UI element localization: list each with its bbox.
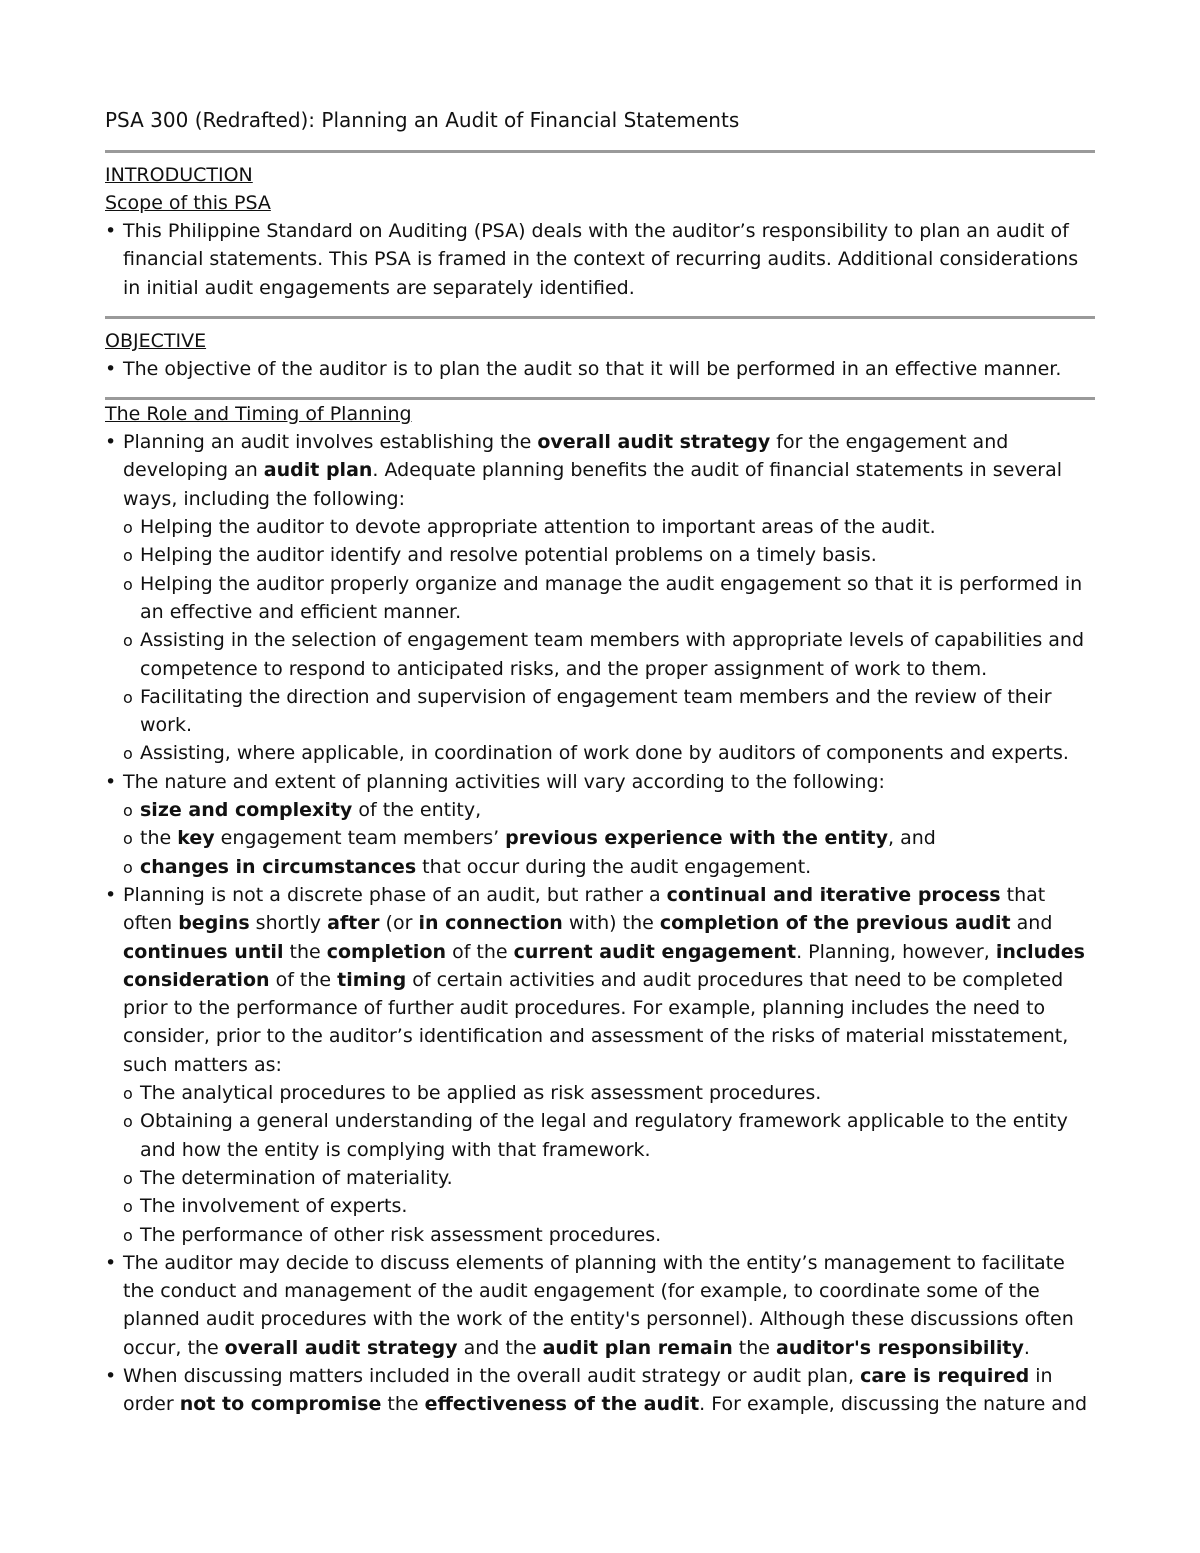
text-run: . Adequate planning benefits the audit of financial statements in several ways, including the following: (123, 459, 1063, 510)
objective-list (105, 355, 1095, 383)
text-run: the (381, 1393, 425, 1416)
list-item (105, 428, 1095, 513)
objective-section (105, 327, 1095, 383)
text-run: of certain activities and audit procedures that need to be completed prior to the performance of further audit procedures. For example, planning includes the need to consider, prior to the auditor’s identification and assessment of the risks of material misstatement, such matters as: (123, 968, 1069, 1076)
text-run: that often (123, 883, 1046, 935)
bold-text: size and complexity (140, 799, 353, 822)
text-run: in order (123, 1364, 1053, 1416)
bold-text: key (177, 827, 215, 850)
bold-text: overall audit strategy (224, 1336, 458, 1359)
text-run: Helping the auditor identify and resolve potential problems on a timely basis. (140, 544, 877, 567)
text-run: When discussing matters included in the overall audit strategy or audit plan, (123, 1364, 861, 1387)
bold-text: timing (337, 968, 407, 991)
sub-list-item (105, 626, 1095, 683)
text-run: the (140, 827, 178, 850)
bold-text: overall audit strategy (537, 431, 771, 454)
text-run: of the (269, 968, 338, 991)
bold-text: care is required (860, 1364, 1030, 1387)
sub-list-item (105, 541, 1095, 569)
sub-list-item (105, 1164, 1095, 1192)
text-run: with) the (562, 912, 660, 935)
document-title: PSA 300 (Redrafted): Planning an Audit of Financial Statements (105, 108, 740, 132)
role-timing-heading: The Role and Timing of Planning (105, 403, 412, 426)
text-run: The determination of materiality. (140, 1166, 453, 1189)
list-item (105, 881, 1095, 1079)
list-item: • This Philippine Standard on Auditing (PSA) deals with the auditor’s responsibility to plan an audit of financial statements. This PSA is framed in the context of recurring audits. Additional considerations in initial audit engagements are separately identified. (105, 217, 1095, 302)
text-run: of the entity, (352, 799, 482, 822)
divider (105, 316, 1095, 319)
objective-heading: OBJECTIVE (105, 329, 207, 352)
text-run: The auditor may decide to discuss elements of planning with the entity’s management to facilitate the conduct and management of the audit engagement (for example, to coordinate some of the planned audit procedures with the work of the entity's personnel). Although these discussions often occur, the (123, 1251, 1074, 1359)
bold-text: not to compromise (179, 1393, 382, 1416)
text-run: Obtaining a general understanding of the legal and regulatory framework applicable to the entity and how the entity is complying with that framework. (140, 1110, 1068, 1161)
sub-list-item (105, 853, 1095, 881)
text-run: engagement team members’ (214, 827, 506, 850)
text-run: Helping the auditor to devote appropriate attention to important areas of the audit. (140, 516, 936, 539)
bold-text: completion of the previous audit (659, 912, 1011, 935)
sub-list-item (105, 739, 1095, 767)
text-run: . Planning, however, (796, 940, 996, 963)
bold-text: audit plan (263, 459, 373, 482)
text-run: Helping the auditor properly organize and manage the audit engagement so that it is performed in an effective and efficient manner. (140, 572, 1083, 623)
text-run: Planning is not a discrete phase of an audit, but rather a (123, 883, 667, 906)
text-run: Facilitating the direction and supervision of engagement team members and the review of their work. (140, 685, 1052, 737)
text-run: that occur during the audit engagement. (416, 855, 812, 878)
sub-list-item (105, 1221, 1095, 1249)
bold-text: begins (178, 912, 250, 935)
text-run: Assisting, where applicable, in coordination of work done by auditors of components and experts. (140, 742, 1069, 765)
bold-text: current audit engagement (513, 940, 797, 963)
scope-subheading: Scope of this PSA (105, 192, 271, 214)
text-run: of the (446, 940, 514, 963)
bold-text: audit plan remain (542, 1336, 733, 1359)
introduction-section (105, 161, 1095, 302)
bold-text: includes consideration (123, 940, 1085, 991)
text-run: the (283, 940, 327, 963)
role-timing-section (105, 400, 1095, 1418)
bold-text: completion (326, 940, 447, 963)
text-run: shortly (249, 912, 328, 935)
document-page (105, 106, 1095, 1419)
text-run: the (732, 1336, 776, 1359)
text-run: The analytical procedures to be applied as risk assessment procedures. (140, 1082, 822, 1105)
list-item (105, 768, 1095, 796)
bold-text: continues until (123, 940, 284, 963)
sub-list-item (105, 513, 1095, 541)
introduction-heading: INTRODUCTION (105, 164, 253, 186)
bold-text: continual and iterative process (666, 883, 1001, 906)
text-run: and (1010, 912, 1053, 935)
text-run: The involvement of experts. (140, 1195, 408, 1218)
text-run: for the engagement and developing an (123, 431, 1009, 482)
bold-text: previous experience with the entity (505, 827, 888, 850)
bold-text: in connection (418, 912, 563, 935)
text-run: Assisting in the selection of engagement team members with appropriate levels of capabilities and competence to respond to anticipated risks, and the proper assignment of work to them. (140, 629, 1085, 680)
introduction-list (105, 217, 1095, 302)
text-run: . (1023, 1336, 1030, 1359)
sub-list-item (105, 1192, 1095, 1220)
text-run: The performance of other risk assessment procedures. (140, 1223, 662, 1246)
divider (105, 150, 1095, 153)
list-item (105, 1249, 1095, 1362)
sub-list-item (105, 683, 1095, 740)
sub-list-item (105, 796, 1095, 824)
sub-list-item (105, 1079, 1095, 1107)
list-item: • The objective of the auditor is to plan the audit so that it will be performed in an effective manner. (105, 355, 1095, 383)
sub-list-item (105, 570, 1095, 627)
bold-text: after (327, 912, 380, 935)
text-run: The nature and extent of planning activities will vary according to the following: (123, 770, 885, 793)
text-run: . For example, discussing the nature and (699, 1393, 1088, 1416)
text-run: , and (888, 827, 936, 850)
sub-list-item (105, 824, 1095, 852)
role-timing-list (105, 428, 1095, 1418)
text-run: (or (379, 912, 419, 935)
bold-text: changes in circumstances (140, 855, 417, 878)
text-run: and the (457, 1336, 543, 1359)
list-item (105, 1362, 1095, 1419)
text-run: Planning an audit involves establishing the (123, 431, 538, 454)
bold-text: effectiveness of the audit (424, 1393, 700, 1416)
bold-text: auditor's responsibility (776, 1336, 1024, 1359)
sub-list-item (105, 1107, 1095, 1164)
